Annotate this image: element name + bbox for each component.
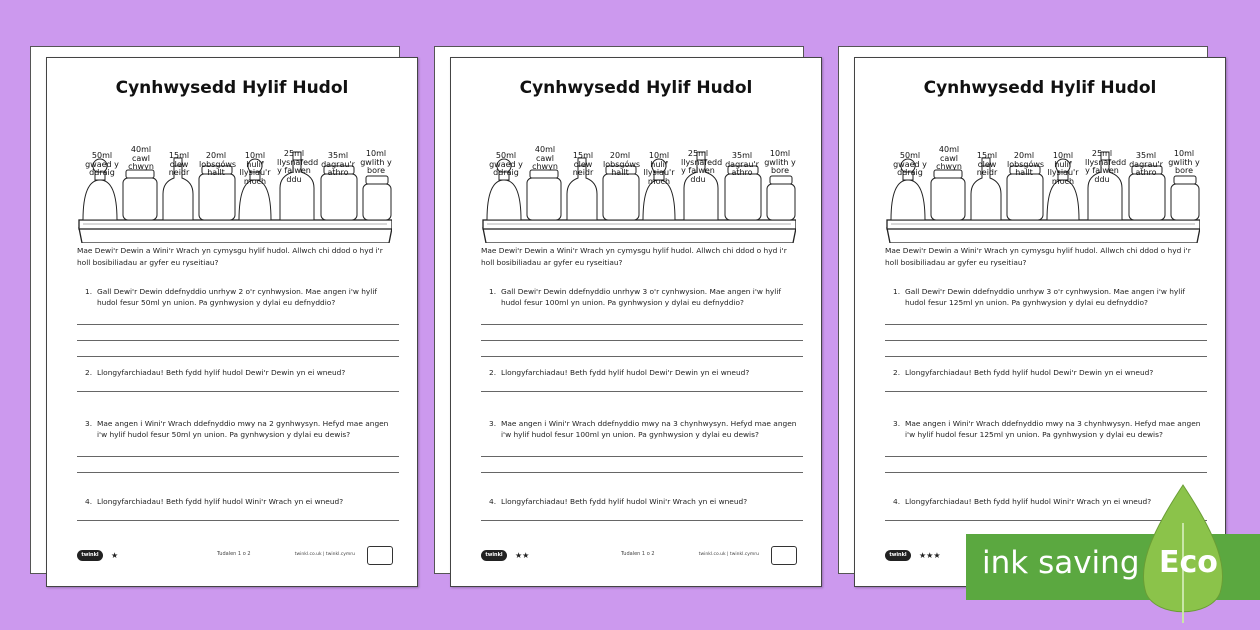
jar-label: 15ml olew neidr <box>168 151 190 177</box>
question-number: 4. <box>489 497 497 506</box>
question-text: Llongyfarchiadau! Beth fydd hylif hudol Wini'r Wrach yn ei wneud? <box>905 497 1152 506</box>
question-text: Gall Dewi'r Dewin ddefnyddio unrhyw 2 o'r cynhwysion. Mae angen i'w hylif hudol fesur 50ml yn union. Pa gynhwysion y dylai eu defnyddio? <box>97 287 378 307</box>
jar-label: 35ml dagrau'r athro <box>1129 151 1163 177</box>
jar-label: 15ml olew neidr <box>572 151 594 177</box>
worksheet-footer <box>77 550 395 564</box>
answer-line[interactable] <box>77 356 399 357</box>
jar-label: 10ml gwlith y bore <box>764 149 796 175</box>
answer-line[interactable] <box>885 391 1207 392</box>
question-text: Mae angen i Wini'r Wrach ddefnyddio mwy na 3 chynhwysyn. Hefyd mae angen i'w hylif hudol fesur 100ml yn union. Pa gynhwysion y dylai eu dewis? <box>501 419 797 439</box>
worksheet-title: Cynhwysedd Hylif Hudol <box>519 78 753 98</box>
worksheet-title: Cynhwysedd Hylif Hudol <box>115 78 349 98</box>
answer-line[interactable] <box>885 324 1207 325</box>
difficulty-stars: ★★ <box>515 551 530 560</box>
jar-label: 10ml hulif llysiau'r moch <box>643 151 675 186</box>
question-number: 1. <box>85 287 93 296</box>
question-number: 3. <box>893 419 901 428</box>
jar-label: 40ml cawl chwyn <box>936 145 962 171</box>
page-number: Tudalen 1 o 2 <box>217 551 251 557</box>
jar-label: 35ml dagrau'r athro <box>725 151 759 177</box>
jar-label: 10ml hulif llysiau'r moch <box>239 151 271 186</box>
jar-label: 20ml lobsgóws hallt <box>1007 151 1045 177</box>
question-text: Gall Dewi'r Dewin ddefnyddio unrhyw 3 o'r cynhwysion. Mae angen i'w hylif hudol fesur 100ml yn union. Pa gynhwysion y dylai eu defnyddio? <box>501 287 782 307</box>
answer-line[interactable] <box>885 356 1207 357</box>
potion-shelf-illustration <box>481 108 796 243</box>
question-text: Llongyfarchiadau! Beth fydd hylif hudol Dewi'r Dewin yn ei wneud? <box>97 368 346 377</box>
worksheet-page <box>46 57 418 587</box>
copyright-text: twinkl.co.uk | twinkl.cymru <box>698 552 759 557</box>
jar-label: 50ml gwaed y ddraig <box>489 151 523 177</box>
worksheet-title: Cynhwysedd Hylif Hudol <box>923 78 1157 98</box>
difficulty-stars: ★★★ <box>919 551 941 560</box>
jar-label: 25ml llysnafedd y falwen ddu <box>1085 149 1127 184</box>
jar-label: 40ml cawl chwyn <box>532 145 558 171</box>
jar-label: 25ml llysnafedd y falwen ddu <box>681 149 723 184</box>
question-text: Gall Dewi'r Dewin ddefnyddio unrhyw 3 o'r cynhwysion. Mae angen i'w hylif hudol fesur 125ml yn union. Pa gynhwysion y dylai eu defnyddio? <box>905 287 1186 307</box>
question-number: 4. <box>85 497 93 506</box>
answer-line[interactable] <box>77 324 399 325</box>
answer-line[interactable] <box>885 340 1207 341</box>
answer-line[interactable] <box>481 472 803 473</box>
answer-line[interactable] <box>77 456 399 457</box>
jar-label: 10ml gwlith y bore <box>360 149 392 175</box>
question-number: 3. <box>489 419 497 428</box>
jar-label: 50ml gwaed y ddraig <box>85 151 119 177</box>
worksheet-page <box>450 57 822 587</box>
twinkl-logo: twinkl <box>885 550 911 561</box>
answer-line[interactable] <box>481 456 803 457</box>
question-number: 1. <box>489 287 497 296</box>
question-text: Llongyfarchiadau! Beth fydd hylif hudol Dewi'r Dewin yn ei wneud? <box>905 368 1154 377</box>
answer-line[interactable] <box>481 356 803 357</box>
potion-shelf-illustration <box>77 108 392 243</box>
jar-label: 25ml llysnafedd y falwen ddu <box>277 149 319 184</box>
twinkl-logo: twinkl <box>77 550 103 561</box>
intro-text: Mae Dewi'r Dewin a Wini'r Wrach yn cymysgu hylif hudol. Allwch chi ddod o hyd i'r holl bosibiliadau ar gyfer eu ryseitiau? <box>885 246 1191 267</box>
question-number: 2. <box>489 368 497 377</box>
jar-label: 10ml hulif llysiau'r moch <box>1047 151 1079 186</box>
potion-shelf-illustration <box>885 108 1200 243</box>
question-number: 4. <box>893 497 901 506</box>
jar-label: 10ml gwlith y bore <box>1168 149 1200 175</box>
answer-line[interactable] <box>481 391 803 392</box>
page-number: Tudalen 1 o 2 <box>621 551 655 557</box>
answer-line[interactable] <box>481 324 803 325</box>
jar-label: 50ml gwaed y ddraig <box>893 151 927 177</box>
quality-badge-icon <box>771 546 797 565</box>
difficulty-stars: ★ <box>111 551 119 560</box>
answer-line[interactable] <box>481 520 803 521</box>
eco-label: Eco <box>1159 545 1218 580</box>
question-number: 3. <box>85 419 93 428</box>
question-text: Mae angen i Wini'r Wrach ddefnyddio mwy na 3 chynhwysyn. Hefyd mae angen i'w hylif hudol fesur 125ml yn union. Pa gynhwysion y dylai eu dewis? <box>905 419 1201 439</box>
answer-line[interactable] <box>481 340 803 341</box>
answer-line[interactable] <box>77 340 399 341</box>
worksheet-footer <box>481 550 799 564</box>
question-text: Llongyfarchiadau! Beth fydd hylif hudol Dewi'r Dewin yn ei wneud? <box>501 368 750 377</box>
question-text: Llongyfarchiadau! Beth fydd hylif hudol Wini'r Wrach yn ei wneud? <box>501 497 748 506</box>
intro-text: Mae Dewi'r Dewin a Wini'r Wrach yn cymysgu hylif hudol. Allwch chi ddod o hyd i'r holl bosibiliadau ar gyfer eu ryseitiau? <box>481 246 787 267</box>
jar-label: 40ml cawl chwyn <box>128 145 154 171</box>
ink-saving-label: ink saving <box>982 545 1140 581</box>
jar-label: 35ml dagrau'r athro <box>321 151 355 177</box>
answer-line[interactable] <box>77 520 399 521</box>
question-text: Mae angen i Wini'r Wrach ddefnyddio mwy na 2 gynhwysyn. Hefyd mae angen i'w hylif hudol fesur 50ml yn union. Pa gynhwysion y dylai eu dewis? <box>97 419 389 439</box>
jar-label: 20ml lobsgóws hallt <box>603 151 641 177</box>
question-number: 1. <box>893 287 901 296</box>
quality-badge-icon <box>367 546 393 565</box>
answer-line[interactable] <box>77 472 399 473</box>
jar-label: 15ml olew neidr <box>976 151 998 177</box>
question-number: 2. <box>893 368 901 377</box>
answer-line[interactable] <box>77 391 399 392</box>
answer-line[interactable] <box>885 472 1207 473</box>
copyright-text: twinkl.co.uk | twinkl.cymru <box>294 552 355 557</box>
question-number: 2. <box>85 368 93 377</box>
intro-text: Mae Dewi'r Dewin a Wini'r Wrach yn cymysgu hylif hudol. Allwch chi ddod o hyd i'r holl bosibiliadau ar gyfer eu ryseitiau? <box>77 246 383 267</box>
jar-label: 20ml lobsgóws hallt <box>199 151 237 177</box>
question-text: Llongyfarchiadau! Beth fydd hylif hudol Wini'r Wrach yn ei wneud? <box>97 497 344 506</box>
twinkl-logo: twinkl <box>481 550 507 561</box>
answer-line[interactable] <box>885 456 1207 457</box>
